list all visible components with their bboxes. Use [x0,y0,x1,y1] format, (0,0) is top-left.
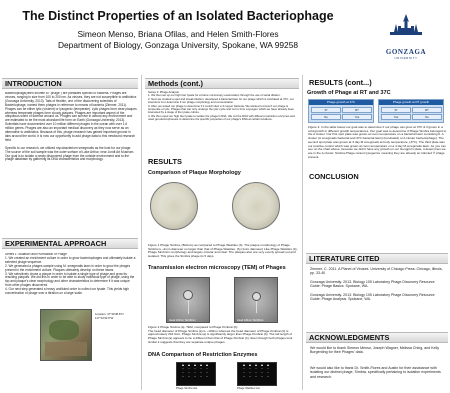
petri-dish-wastiles [232,182,280,230]
growth-table-col: RT [412,107,442,113]
conclusion-heading: CONCLUSION [306,172,448,183]
growth-table-cell: No [412,114,442,120]
column-divider [302,75,303,390]
acknowledgments-text-2: We would also like to thank Dr. Smith-Flores and Austin for their assistance with isolating our distinct phage, Simbra, specifically pertaining to isolation experiments and research. [310,366,441,379]
poster-title: The Distinct Properties of an Isolated Bacteriophage [22,9,334,23]
methods-heading: Methods (cont.) [145,78,299,89]
growth-table-rt [378,99,444,123]
gel-lane [255,364,257,386]
methods-text: Series 2: Phage Analysis 1. We then set up our high titer lysate for a future microscopy examination through the use of serial dilution. 2. Next we created a spot and streak titration, developed a bacterial lawn for our phage which is incubated at 37C, our intentions is to determine if our phage morphology and concentration. 3. After, we tested our phage to determine if it could infect a 3 copper bacteria. We wanted to know if our phage is temperate or lytic. Phages that can only undergo the lytic cycle and not to form a lysogen which we have already been interested by a stage of the lysate culture. 4. We then used our high titer lysate to isolate the phage's DNA. We cut the DNA with different restriction enzymes and used gel electrophoresis to determine the specific properties of our phage's DNA at certain locations. [148,91,295,122]
logo-wordmark: GONZAGA [385,48,427,56]
logo-subtitle: UNIVERSITY [394,56,418,60]
growth-table-cell: Yes [342,114,372,120]
acknowledgments-text-1: We would like to thank Simeon Menso, Joseph Wagner, Melissa Ching, and Kelly Borgerding for their Phages' data. [310,346,440,355]
gel-lane [261,364,263,386]
literature-entry: Zimmer, C. 2011. A Planet of Viruses. University of Chicago Press: Chicago, Illinois, pp. 33-40 [310,267,443,276]
poster-header [0,0,450,62]
tem-label-simbra: Head 100nm Tail 90nm [169,319,196,322]
poster-authors: Simeon Menso, Briana Ofilas, and Helen Smith-Flores [77,29,279,39]
growth-table-cell: Yes [381,114,411,120]
dna-comparison-subhead: DNA Comparison of Restriction Enzymes [148,352,258,358]
figure-1-caption: Figure 1 Phage Simbra, (Bottom) as compared to Phage Wastiles (b). The plaque morphology of Phage Simbra is ~2mm diameter no larger than that of Phage Wastiles. (b) (1mm diameter) Like Phage Wastiles (b), Phage Simbra's morphology and largely circular and clear. The plaques also are very evenly spread out and isolated. This gives the Simbra phage its 5 days. [148,244,298,259]
gel-lane [206,364,208,386]
tem-image-simbra [166,277,210,323]
phage-head [252,292,261,301]
gel-caption-simbra: Phage Simbra Gel [176,387,198,390]
phage-tail [256,301,257,313]
petri-dish-simbra [150,182,198,230]
gel-lane [200,364,202,386]
growth-table-col: RT [342,107,372,113]
phage-head [183,290,193,300]
literature-entry: Gonzaga University. 2013. Biology 105 Laboratory Phage Discovery Resource Guide: Phage Analysis. Spokane, WA. [310,293,435,302]
results-cont-heading: RESULTS (cont...) [306,78,448,89]
results-heading: RESULTS [145,157,299,168]
literature-entry: Gonzaga University. 2013. Biology 105 Laboratory Phage Discovery Resource Guide: Phage Basics. Spokane, WA. [310,280,435,289]
gel-image-wastiles [237,362,277,386]
growth-table-title: Phage growth at RT growth [379,100,443,105]
tem-image-kimbrai [234,277,278,323]
figure-2-caption: Figure 2 Phage Simbra (a), TEM, compared to Phage Kimbrai (b) The head diameter of Phage Simbra (a) is ~100nm whereas the head diameter of Phage Kimbrai (b) is approximately 216.9nm. Phage Simbra (a) is significantly larger than Phage Kimbrai (b). The tail length of Phage Simbra (a) appears to be a different than that of Phage Kimbrai (b). Even though both phages look similar it suggests that they are separate unique phages. [148,326,293,344]
growth-table-title: Phage growth at 37C [309,100,373,105]
growth-table-cell: No [311,114,341,120]
gel-caption-wastiles: Phage Wastiles Gel [237,387,260,390]
literature-cited-heading: LITERATURE CITED [306,253,448,264]
growth-table-col: 37 [381,107,411,113]
growth-table-col: 37 [311,107,341,113]
gel-lane [249,364,251,386]
tem-subhead: Transmission electron microscopy (TEM) of Phages [148,265,286,271]
introduction-text: Bacteriophage(often shorten to "phage") are parasites specific to bacteria. Phages are viruses, ranging in size from 100 to 200 nm. As viruses, they are not susceptible to antibiotics (Gonzaga University, 2013). Tails of flexible, one of the discovering scientists of Bacteriophage, named them phages in reference to means of bacteria (Zimmer, 2011). Phages can be either lytic (virulent) or lysogenic (temperate). Lytic phages form clear plaques whereas temperate phages form cloudy plaques. Phages are important aspect of the ubiquitous world of science around us. Phages can survive in almost any environment and are estimated to be the most abundant life form on Earth (Gonzaga University, 2013). Scientists have documented over 10 million different phages in the ocean with over 1.6 million genes. Phages are also an important medical discovery as they now serve as an alternative to antibiotics. Because of this, phage research has gained important ground in labs around the world. It is now our opportunity to add phage data to this newfound research field. Specific to our research, we utilized mycobacterium smegmatis as the host for our phage. The source of the soil sample was the outer surface of Lake Arthur, near Jundt Art Museum. Our goal is to isolate a newly discovered phage from the outside environment and to the phage database by gathering its DNA characteristics and morphology. [5,92,137,162]
introduction-heading: INTRODUCTION [2,78,138,89]
gel-lane [194,364,196,386]
gel-lane [243,364,245,386]
plaque-morphology-subhead: Comparison of Plaque Morphology [148,170,241,176]
column-divider [141,75,142,390]
gel-lane [188,364,190,386]
figure-4-caption: Figure 4: In the table below our goal was to determine if our phage can grow at 37C & if grown in a cold growth in different growth temperatures. Our goal was to determine if Phage Simbra belonged to the A cluster. Our first spot plate was grown at room temperature on a bacterial lawn consisting 0. A cluster (A smegmatis bacterial and 37C bacterial lawn) (Incubated) or A cluster bacteriophage). The second spot plate was grown at 3 day M.smegmatis at body temperature, (37C). The third plate was our positive control which was grown at room temperature on a 4 day M.smegmatis lawn. As you can see on the chart above, because we didn't have any growth on our Gungpin's plate, it determines we are in the A cluster. Simbra Phage cannot lysogenize meaning they are already an infected ® phage present. [308,126,447,159]
tem-label-kimbrai: Head 100nm Tail 90nm [237,319,264,322]
photo-vegetation [49,320,79,340]
phage-tail [188,300,189,314]
location-label: Location: 47°39'48.8"N 117°24'32.6"W [95,313,124,320]
growth-subhead: Growth of Phage at RT and 37C [307,90,391,96]
poster-affiliation: Department of Biology, Gonzaga University, Spokane, WA 99258 [57,40,299,50]
sample-location-photo [40,309,92,361]
gel-lane [182,364,184,386]
experimental-approach-text: Series 1: Isolation and Purification of Phage 1. We created an enrichment culture in order to grow bacteriophages and ultimately isolate a selected phage sequence. 2. We generated a phages sample using M. smegmatis lawn in order to grow the phages present in the enrichment culture. Plaques ultimately develop on these lawns. 3. We selectively chose a plaque in order to isolate a single type of phage and grow its resulting plaques. We did this in order to be able to study individual type of phage, using the top and plaque's clear morphology and other characteristics to determine if it was unique from other phages discovered. 4. Our next step generated a heavy undiluted order to collect our lysate. This yields high concentration of phage over a titration on a large scale. [5,253,136,296]
gel-image-simbra [176,362,216,386]
acknowledgments-heading: ACKNOWLEDGMENTS [306,332,448,343]
photo-ground [45,342,87,356]
growth-table-37c [308,99,374,123]
gel-lane [267,364,269,386]
experimental-approach-heading: EXPERIMENTAL APPROACH [2,238,138,249]
